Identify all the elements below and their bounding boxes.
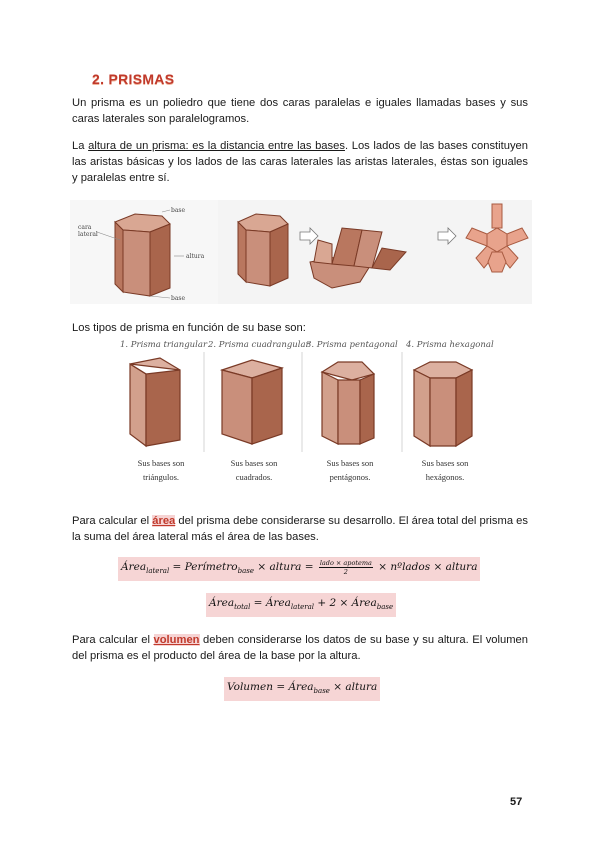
volume-keyword: volumen — [153, 634, 200, 646]
formula-fraction — [319, 559, 373, 576]
type-caption-triangular — [116, 456, 206, 484]
fraction-numerator: lado × apotema — [319, 558, 372, 567]
formula-term: × altura — [329, 681, 378, 693]
type-caption-pentagonal — [305, 456, 395, 484]
type-title-cuadrangular: 2. Prisma cuadrangular — [208, 340, 310, 350]
formula-term: × altura = — [254, 561, 317, 573]
paragraph-volume — [72, 632, 528, 664]
formula-term: × nºlados × altura — [374, 561, 478, 573]
caption-line: Sus bases son — [421, 458, 469, 468]
caption-line: triángulos. — [142, 472, 180, 482]
caption-line: Sus bases son — [230, 458, 278, 468]
label-lateral: lateral — [78, 231, 98, 238]
label-altura: altura — [186, 253, 205, 260]
formula-term: Área — [121, 561, 147, 573]
caption-line: hexágonos. — [425, 472, 465, 482]
paragraph-altura — [72, 138, 528, 186]
label-base-bottom: base — [171, 295, 186, 302]
fraction-denominator: 2 — [343, 567, 348, 576]
text-fragment: deben considerarse los datos de su base y su altura. El volumen del prisma es el producto del área de la base por la altura. — [72, 634, 528, 662]
type-title-hexagonal: 4. Prisma hexagonal — [406, 340, 494, 350]
page-number: 57 — [510, 796, 523, 808]
formula-subscript: base — [237, 567, 254, 575]
formula-subscript: lateral — [290, 603, 315, 611]
formula-area-total — [206, 593, 396, 617]
text-fragment: Para calcular el — [72, 634, 154, 646]
area-keyword: área — [152, 515, 176, 527]
text-fragment: Para calcular el — [72, 515, 153, 527]
caption-line: Sus bases son — [326, 458, 374, 468]
type-caption-cuadrangular — [209, 456, 299, 484]
paragraph-area — [72, 513, 528, 545]
paragraph-definition: Un prisma es un poliedro que tiene dos caras paralelas e iguales llamadas bases y sus caras laterales son paralelogramos. — [72, 97, 528, 125]
text-fragment: del prisma debe considerarse su desarrollo. El área total del prisma es la suma del área lateral más el área de las bases. — [72, 515, 528, 543]
section-title: 2. PRISMAS — [92, 71, 175, 87]
prism-unfolding-figure — [70, 200, 532, 304]
altura-definition-link: altura de un prisma: es la distancia entre las bases — [88, 140, 345, 152]
formula-subscript: base — [313, 687, 330, 695]
prism-types-drawings — [116, 352, 500, 452]
formula-subscript: base — [376, 603, 394, 611]
formula-term: = Perímetro — [169, 561, 238, 573]
caption-line: pentágonos. — [329, 472, 371, 482]
formula-term: + 2 × Área — [314, 597, 377, 609]
caption-line: Sus bases son — [137, 458, 185, 468]
formula-term: Área — [209, 597, 235, 609]
caption-line: cuadrados. — [235, 472, 273, 482]
type-title-pentagonal: 3. Prisma pentagonal — [306, 340, 398, 350]
label-base-top: base — [171, 207, 186, 214]
formula-term: Volumen = Área — [227, 681, 314, 693]
text-fragment: La — [72, 140, 89, 152]
type-caption-hexagonal — [400, 456, 490, 484]
formula-subscript: lateral — [146, 567, 170, 575]
paragraph-types-intro: Los tipos de prisma en función de su base son: — [72, 322, 306, 334]
pentagonal-prism — [322, 362, 374, 444]
formula-volume — [224, 677, 380, 701]
prism-types-figure — [116, 334, 500, 496]
type-title-triangular: 1. Prisma triangular — [120, 340, 208, 350]
labelled-prism — [115, 214, 170, 296]
label-cara: cara — [78, 224, 92, 231]
hexagonal-prism — [414, 362, 472, 446]
formula-term: = Área — [250, 597, 291, 609]
text-fragment: . Los lados de las bases constituyen las aristas básicas y los lados de las caras laterales las aristas laterales, éstas son iguales y paralelas entre sí. — [72, 140, 529, 184]
triangular-prism — [130, 358, 180, 446]
formula-subscript: total — [234, 603, 251, 611]
cuadrangular-prism — [222, 360, 282, 444]
formula-area-lateral — [118, 557, 480, 581]
